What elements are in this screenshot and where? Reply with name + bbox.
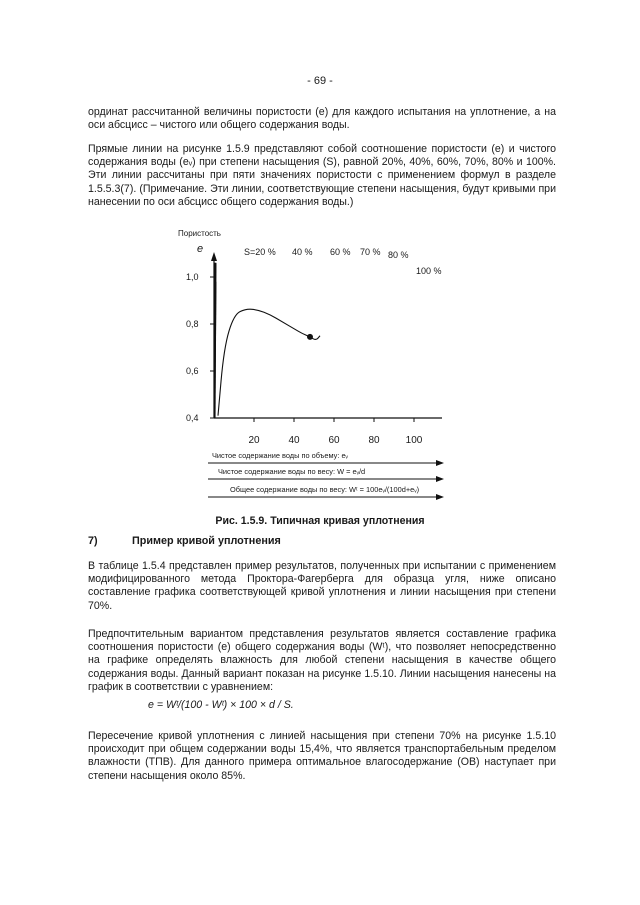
paragraph-saturation-lines: Прямые линии на рисунке 1.5.9 представляют собой соотношение пористости (е) и чистого содержания воды (eᵥ) при степени насыщения (S), равной 20%, 40%, 60%, 70%, 80% и 100%. Эти линии рассчитаны при пяти значениях пористости с применением формул в разделе 1.5.5.3(7). (Примечание. Эти линии, соответствующие степени насыщения, будут кривыми при нанесении по оси абсцисс общего содержания воды.) xyxy=(88,143,556,208)
x-axis-label-1 xyxy=(208,451,444,466)
compaction-curve xyxy=(218,309,320,415)
x-tick-label: 20 xyxy=(248,435,260,446)
saturation-label-80: 80 % xyxy=(388,250,409,260)
y-tick-label: 0,4 xyxy=(186,413,199,423)
section-heading xyxy=(88,535,281,547)
figure-caption: Рис. 1.5.9. Типичная кривая уплотнения xyxy=(215,515,425,527)
saturation-label-40: 40 % xyxy=(292,247,313,257)
x-tick-label: 100 xyxy=(405,435,423,446)
svg-text:Чистое содержание воды по весу: Чистое содержание воды по весу: W = eᵥ/d xyxy=(218,467,366,476)
paragraph-intersection: Пересечение кривой уплотнения с линией насыщения при степени 70% на рисунке 1.5.10 происходит при общем содержании воды 15,4%, что является транспортабельным пределом влажности (ТПВ). Для данного примера оптимальное влагосодержание (ОВ) наступает при степени насыщения около 85%. xyxy=(88,730,556,782)
page-number: - 69 - xyxy=(307,75,333,87)
saturation-label-70: 70 % xyxy=(360,247,381,257)
x-tick-label: 80 xyxy=(368,435,380,446)
saturation-label-100: 100 % xyxy=(416,266,442,276)
x-tick-label: 40 xyxy=(288,435,300,446)
y-axis-symbol: e xyxy=(197,243,204,255)
intersection-point xyxy=(307,334,313,340)
saturation-label-60: 60 % xyxy=(330,247,351,257)
paragraph-intro: ординат рассчитанной величины пористости (е) для каждого испытания на уплотнение, а на оси абсцисс – чистого или общего содержания воды. xyxy=(88,106,556,132)
saturation-label-20: S=20 % xyxy=(244,247,276,257)
x-tick-label: 60 xyxy=(328,435,340,446)
paragraph-table-example: В таблице 1.5.4 представлен пример результатов, полученных при испытании с применением модифицированного метода Проктора-Фагерберга для образца угля, ниже описано составление графика соответствующей кривой уплотнения и линии насыщения при степени 70%. xyxy=(88,560,556,612)
svg-text:Общее содержание воды по весу:: Общее содержание воды по весу: Wᵗ = 100eᵥ/(100d+eᵥ) xyxy=(230,485,420,494)
y-axis-title: Пористость xyxy=(178,229,221,238)
x-axis-label-3 xyxy=(208,485,444,500)
x-axis-label-2 xyxy=(208,467,444,482)
y-tick-label: 1,0 xyxy=(186,272,199,282)
y-tick-label: 0,8 xyxy=(186,319,199,329)
y-tick-label: 0,6 xyxy=(186,366,199,376)
section-title: Пример кривой уплотнения xyxy=(132,535,281,547)
saturation-formula: e = Wᵗ/(100 - Wᵗ) × 100 × d / S. xyxy=(148,699,294,711)
paragraph-preferred-option: Предпочтительным вариантом представления результатов является составление графика соотношения пористости (е) общего содержания воды (Wᵗ), что позволяет непосредственно на графике определять влажность для любой степени насыщения в качестве общего содержания воды. Данный вариант показан на рисунке 1.5.10. Линии насыщения нанесены на график в соответствии с уравнением: xyxy=(88,628,556,693)
svg-text:Чистое содержание воды по объе: Чистое содержание воды по объему: eᵥ xyxy=(212,451,348,460)
section-number: 7) xyxy=(88,535,98,547)
